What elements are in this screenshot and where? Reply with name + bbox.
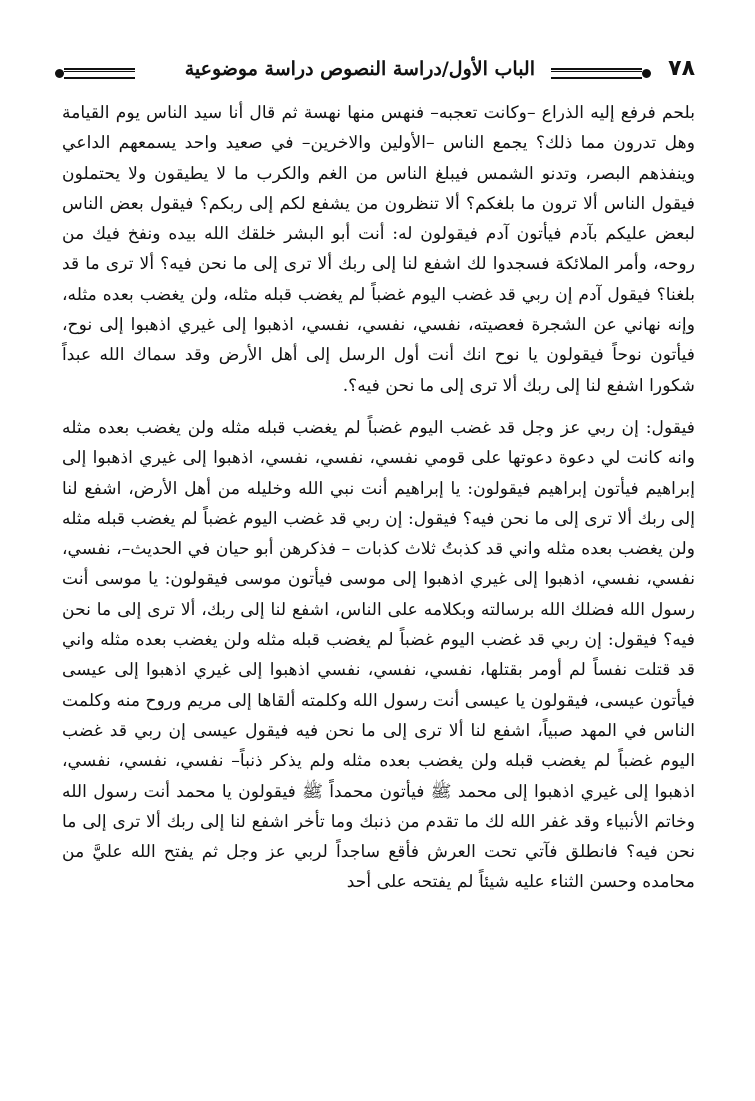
header-ornament-right xyxy=(551,68,651,78)
body-text xyxy=(62,98,695,898)
page-number: ٧٨ xyxy=(668,56,695,81)
page-header xyxy=(55,52,695,92)
running-title: الباب الأول/دراسة النصوص دراسة موضوعية xyxy=(184,58,535,80)
ornament-dot xyxy=(55,69,64,78)
paragraph: فيقول: إن ربي عز وجل قد غضب اليوم غضباً لم يغضب قبله مثله ولن يغضب بعده مثله وانه كانت لي دعوة دعوتها على قومي نفسي، نفسي، نفسي، اذهبوا إلى غيري اذهبوا إلى إبراهيم فيأتون إبراهيم فيقولون: يا إبراهيم أنت نبي الله وخليله من أهل الأرض، اشفع لنا إلى ربك ألا ترى إلى ما نحن فيه؟ فيقول: إن ربي قد غضب اليوم غضباً لم يغضب قبله مثله ولن يغضب بعده مثله واني قد كذبتُ ثلاث كذبات – فذكرهن أبو حيان في الحديث–، نفسي، نفسي، نفسي، اذهبوا إلى غيري اذهبوا إلى موسى فيأتون موسى فيقولون: يا موسى أنت رسول الله فضلك الله برسالته وبكلامه على الناس، اشفع لنا إلى ربك، ألا ترى إلى ما نحن فيه؟ فيقول: إن ربي قد غضب اليوم غضباً لم يغضب قبله مثله ولن يغضب بعده مثله واني قد قتلت نفساً لم أومر بقتلها، نفسي، نفسي، نفسي اذهبوا إلى غيري اذهبوا إلى عيسى فيأتون عيسى، فيقولون يا عيسى أنت رسول الله وكلمته ألقاها إلى مريم وروح منه وكلمت الناس في المهد صبياً، اشفع لنا ألا ترى إلى ما نحن فيه فيقول عيسى إن ربي قد غضب اليوم غضباً لم يغضب قبله ولن يغضب بعده مثله ولم يذكر ذنباً– نفسي، نفسي، نفسي، اذهبوا إلى غيري اذهبوا إلى محمد ﷺ فيأتون محمداً ﷺ فيقولون يا محمد أنت رسول الله وخاتم الأنبياء وقد غفر الله لك ما تقدم من ذنبك وما تأخر اشفع لنا إلى ربك ألا ترى إلى ما نحن فيه؟ فانطلق فآتي تحت العرش فأقع ساجداً لربي عز وجل ثم يفتح الله عليَّ من محامده وحسن الثناء عليه شيئاً لم يفتحه على أحد xyxy=(62,417,695,893)
header-ornament-left xyxy=(55,68,135,78)
ornament-dot xyxy=(642,69,651,78)
ornament-rule xyxy=(64,68,135,79)
ornament-rule xyxy=(551,68,642,79)
paragraph: بلحم فرفع إليه الذراع –وكانت تعجبه– فنهس منها نهسة ثم قال أنا سيد الناس يوم القيامة وهل تدرون مما ذلك؟ يجمع الناس –الأولين والاخرين– في صعيد واحد يسمعهم الداعي وينفذهم البصر، وتدنو الشمس فيبلغ الناس من الغم والكرب ما لا يطيقون ولا يحتملون فيقول الناس ألا ترون ما بلغكم؟ ألا تنظرون من يشفع لكم إلى ربكم؟ فيقول بعض الناس لبعض عليكم بآدم فيأتون آدم فيقولون له: أنت أبو البشر خلقك الله بيده ونفخ فيك من روحه، وأمر الملائكة فسجدوا لك اشفع لنا إلى ربك ألا ترى إلى ما نحن فيه؟ ألا ترى ما قد بلغنا؟ فيقول آدم إن ربي قد غضب اليوم غضباً لم يغضب قبله مثله، ولن يغضب بعده مثله، وإنه نهاني عن الشجرة فعصيته، نفسي، نفسي، نفسي، اذهبوا إلى غيري اذهبوا إلى نوح، فيأتون نوحاً فيقولون يا نوح انك أنت أول الرسل إلى أهل الأرض وقد سماك الله عبداً شكورا اشفع لنا إلى ربك ألا ترى إلى ما نحن فيه؟. xyxy=(62,103,695,396)
